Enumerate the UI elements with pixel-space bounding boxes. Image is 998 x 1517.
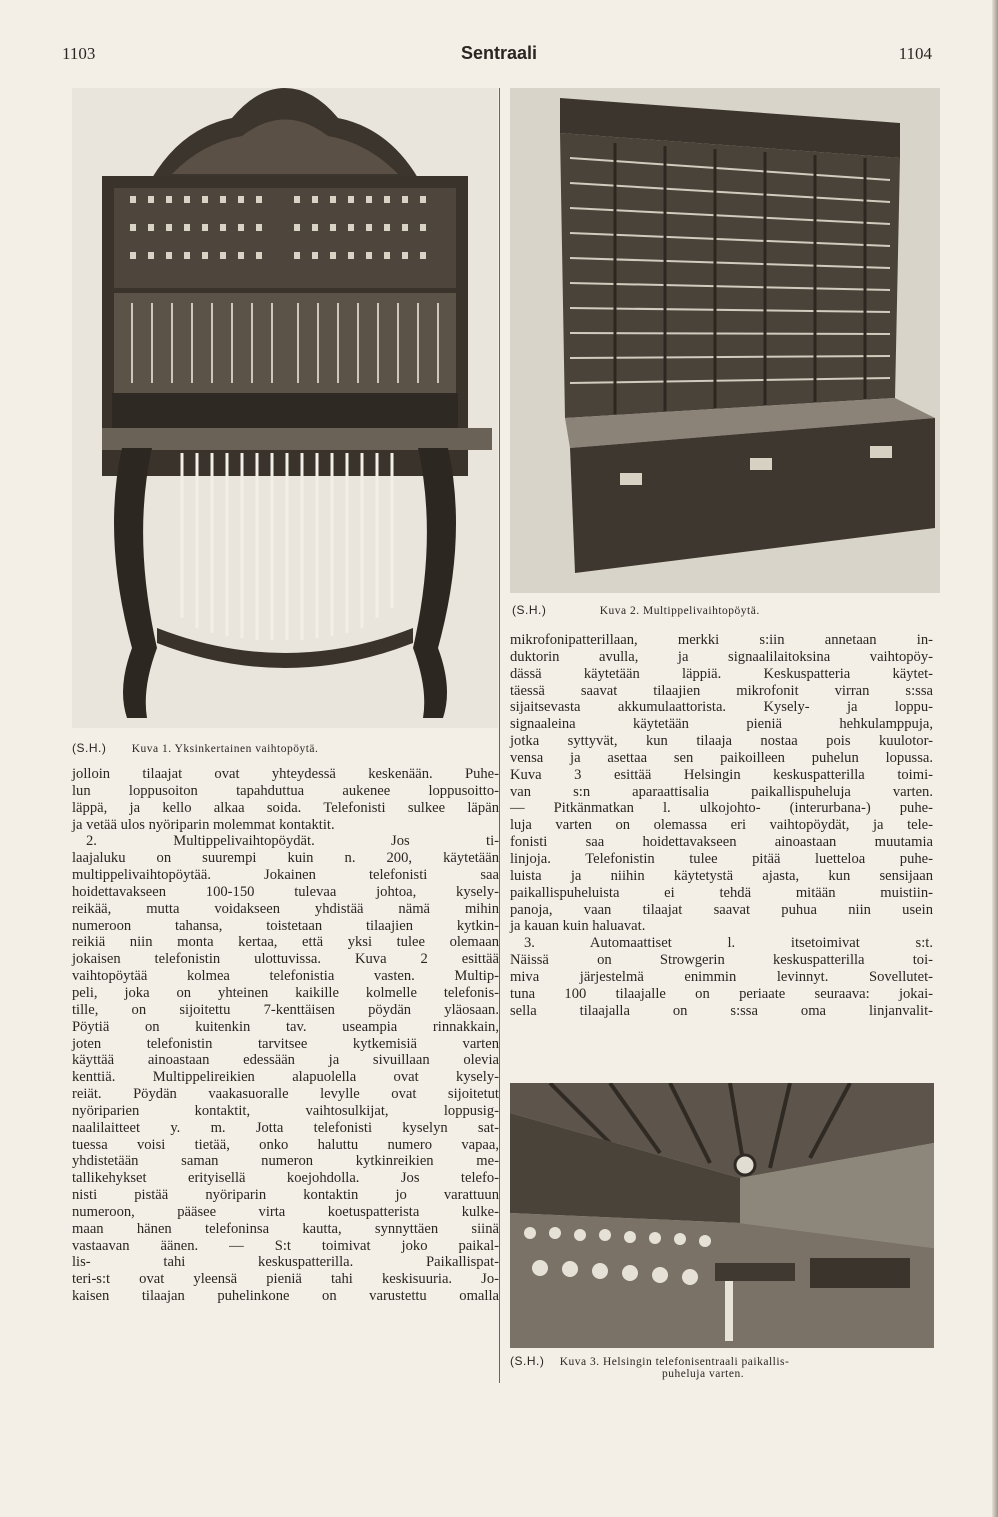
- text-line: naalilaitteet y. m. Jotta telefonisti kyselyn sat-: [72, 1119, 499, 1136]
- text-line: Pöytiä on kuitenkin tav. useampia rinnakkain,: [72, 1018, 499, 1035]
- text-line: vensa ja asettaa sen paikoilleen puhelun lopussa.: [510, 749, 933, 766]
- text-line: peli, joka on yhteinen kaikille kolmelle telefonis-: [72, 984, 499, 1001]
- text-line: reiät. Pöydän vaakasuoralle levylle ovat sijoitetut: [72, 1086, 499, 1103]
- multiple-switchboard-illustration: [510, 88, 940, 593]
- text-line: signaaleina käytetään pieniä hehkulamppuja,: [510, 716, 933, 733]
- text-line: 3. Automaattiset l. itsetoimivat s:t.: [524, 935, 933, 952]
- text-line: miva järjestelmä enimmin levinnyt. Sovellutet-: [510, 968, 933, 985]
- text-line: yhdistetään saman numeron kytkinreikien me-: [72, 1153, 499, 1170]
- text-line: sella tilaajalla on s:ssa oma linjanvalit-: [510, 1002, 933, 1019]
- text-line: Kuva 3 esittää Helsingin keskuspatterilla toimi-: [510, 766, 933, 783]
- text-line: jotka syttyvät, kun tilaaja nostaa pois kuulotor-: [510, 733, 933, 750]
- figure-2-caption-text: Kuva 2. Multippelivaihtopöytä.: [599, 605, 760, 617]
- text-line: tuna 100 tilaajalle on periaate seuraava: jokai-: [510, 985, 933, 1002]
- text-line: fonisti saa hoidettavakseen ainoastaan muutamia: [510, 834, 933, 851]
- text-line: hoidettavakseen 100-150 tulevaa johtoa, kysely-: [72, 883, 499, 900]
- text-line: nyöriparien kontaktit, vaihtosulkijat, loppusig-: [72, 1102, 499, 1119]
- text-line: vaihtopöytää kolmea telefonistia vasten. Multip-: [72, 968, 499, 985]
- text-line: dässä käytetään läppiä. Keskuspatteria käytet-: [510, 665, 933, 682]
- text-line: vastaavan äänen. — S:t toimivat joko paikal-: [72, 1237, 499, 1254]
- text-line: numeroon, pääsee virta koetuspatterista kulke-: [72, 1203, 499, 1220]
- text-line: reikiä niin monta kertaa, että yksi tulee olemaan: [72, 934, 499, 951]
- exchange-hall-illustration: [510, 1083, 934, 1348]
- text-line: maan hänen telefoninsa kautta, synnyttäen siinä: [72, 1220, 499, 1237]
- text-line: reikää, mutta voidakseen yhdistää nämä mihin: [72, 900, 499, 917]
- right-text-column: [510, 632, 933, 1019]
- text-line: kaisen tilaajan puhelinkone on varustettu omalla: [72, 1288, 499, 1305]
- text-line: luista ja niihin käytetystä ajasta, kun sensijaan: [510, 867, 933, 884]
- figure-3-caption: [510, 1354, 789, 1369]
- text-line: laajaluku on suurempi kuin n. 200, käytetään: [72, 850, 499, 867]
- figure-1-switchboard-photo: [72, 88, 498, 728]
- text-line: ja kauan kuin haluavat.: [510, 918, 646, 935]
- text-line: lun loppusoiton tapahduttua aukenee loppusoitto-: [72, 782, 499, 799]
- figure-1-source: (S.H.): [72, 741, 107, 755]
- figure-3-exchange-hall-photo: [510, 1083, 934, 1348]
- text-line: nisti pistää nyöriparin kontaktin jo varattuun: [72, 1187, 499, 1204]
- text-line: täessä saavat tilaajien mikrofonit virran s:ssa: [510, 682, 933, 699]
- text-line: ja vetää ulos nyöriparin molemmat kontaktit.: [72, 816, 335, 833]
- text-line: käyttää ainoastaan edessään ja sivuillaan olevia: [72, 1052, 499, 1069]
- text-line: teri-s:t ovat yleensä pieniä tahi keskisuuria. Jo-: [72, 1271, 499, 1288]
- text-line: mikrofonipatterillaan, merkki s:iin annetaan in-: [510, 632, 933, 648]
- figure-1-caption-text: Kuva 1. Yksinkertainen vaihtopöytä.: [131, 743, 319, 755]
- text-line: joten telefonistin tarvitsee kytkemisiä varten: [72, 1035, 499, 1052]
- left-page-number: 1103: [62, 44, 96, 63]
- text-line: 2. Multippelivaihtopöydät. Jos ti-: [86, 833, 499, 850]
- text-line: tallikehykset erityisellä koejohdolla. Jos telefo-: [72, 1170, 499, 1187]
- text-line: numeroon tahansa, toistetaan tilaajien kytkin-: [72, 917, 499, 934]
- figure-2-multiple-switchboard-photo: [510, 88, 940, 593]
- figure-1-caption: [72, 741, 318, 755]
- text-line: lis- tahi keskuspatterilla. Paikallispat-: [72, 1254, 499, 1271]
- figure-2-source: (S.H.): [512, 603, 547, 617]
- figure-3-caption-line-1: Kuva 3. Helsingin telefonisentraali paikallis-: [559, 1356, 790, 1368]
- text-line: tille, on sijoitettu 7-kenttäisen pöydän yläosaan.: [72, 1001, 499, 1018]
- text-line: sijaitsevasta akkumulaattorista. Kysely- ja loppu-: [510, 699, 933, 716]
- text-line: kenttiä. Multippelireikien alapuolella ovat kysely-: [72, 1069, 499, 1086]
- page-title: Sentraali: [460, 43, 538, 63]
- text-line: jokaisen telefonistin ulottuvissa. Kuva 2 esittää: [72, 951, 499, 968]
- page-edge-shadow: [992, 0, 998, 1517]
- figure-3-source: (S.H.): [510, 1354, 545, 1368]
- text-line: Näissä on Strowgerin keskuspatterilla toi-: [510, 952, 933, 969]
- left-text-column: [72, 766, 499, 1305]
- text-line: — Pitkänmatkan l. ulkojohto- (interurbana-) puhe-: [510, 800, 933, 817]
- text-line: läppä, ja kello alkaa soida. Telefonisti sulkee läpän: [72, 799, 499, 816]
- right-page-number: 1104: [898, 44, 932, 63]
- figure-3-caption-line-2: puheluja varten.: [662, 1368, 745, 1380]
- switchboard-illustration: [72, 88, 498, 728]
- figure-2-caption: [512, 603, 760, 617]
- column-divider: [499, 88, 500, 1383]
- text-line: luja varten on olemassa eri vaihtopöydät, ja tele-: [510, 817, 933, 834]
- text-line: jolloin tilaajat ovat yhteydessä keskenään. Puhe-: [72, 766, 499, 782]
- text-line: van s:n aparaattisalia paikallispuheluja varten.: [510, 783, 933, 800]
- text-line: linjoja. Telefonistin tulee pitää luetteloa puhe-: [510, 850, 933, 867]
- text-line: paikallispuheluista ei tehdä mitään muistiin-: [510, 884, 933, 901]
- text-line: tuessa voisi tietää, onko haluttu numero vapaa,: [72, 1136, 499, 1153]
- text-line: multippelivaihtopöytää. Jokainen telefonisti saa: [72, 867, 499, 884]
- text-line: duktorin avulla, ja signaalilaitoksina vaihtopöy-: [510, 648, 933, 665]
- text-line: panoja, vaan tilaajat saavat puhua niin usein: [510, 901, 933, 918]
